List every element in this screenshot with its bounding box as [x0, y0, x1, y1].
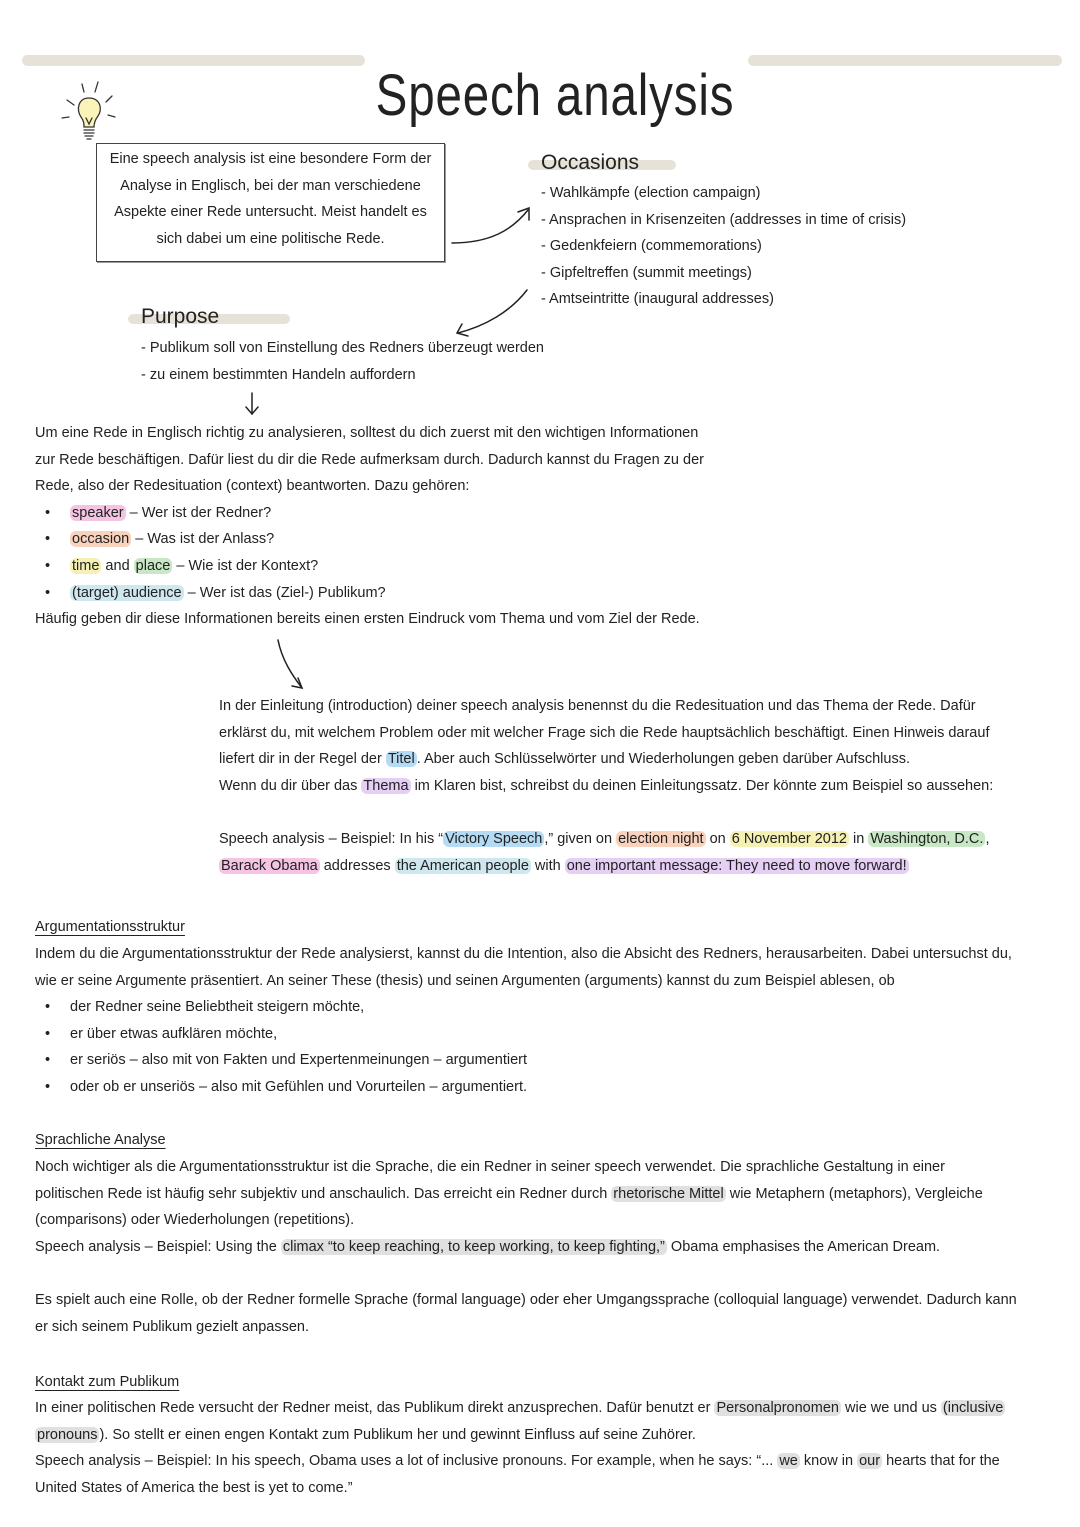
arrow-box-to-occasions — [452, 210, 528, 243]
highlighted-term: Washington, D.C. — [870, 830, 984, 847]
audience-heading: Kontakt zum Publikum — [35, 1374, 180, 1390]
text-segment: er sich seinem Publikum gezielt anpassen. — [35, 1318, 310, 1335]
text-line — [35, 1181, 1017, 1208]
text-segment: addresses — [319, 857, 395, 874]
highlighted-term: Titel — [387, 751, 415, 768]
highlighted-term: climax “to keep reaching, to keep working, to keep fighting,” — [282, 1238, 665, 1255]
argumentation-paragraph — [35, 941, 1012, 1101]
highlighted-term: Personalpronomen — [716, 1400, 839, 1416]
text-segment: Um eine Rede in Englisch richtig zu analysieren, solltest du dich zuerst mit den wichtigen Informationen — [35, 425, 699, 441]
text-segment: sich dabei um eine politische Rede. — [156, 230, 385, 247]
text-segment: (comparisons) oder Wiederholungen (repetitions). — [35, 1212, 355, 1229]
text-segment: – Wer ist das (Ziel-) Publikum? — [183, 584, 386, 601]
text-segment: liefert dir in der Regel der — [219, 751, 386, 768]
text-segment: Häufig geben dir diese Informationen bereits einen ersten Eindruck vom Thema und vom Ziel der Rede. — [35, 611, 700, 628]
bullet-item — [35, 553, 704, 580]
text-line — [35, 941, 1012, 968]
context-paragraph — [35, 420, 704, 633]
bullet-item — [35, 994, 1012, 1021]
page-title: Speech analysis — [375, 62, 735, 128]
text-segment: der Redner seine Beliebtheit steigern möchte, — [70, 999, 365, 1016]
text-segment: United States of America the best is yet to come.” — [35, 1479, 353, 1496]
text-segment: oder ob er unseriös – also mit Gefühlen und Vorurteilen – argumentiert. — [70, 1078, 528, 1095]
highlighted-term: election night — [618, 830, 704, 847]
text-line — [35, 1475, 1005, 1502]
text-line — [219, 799, 993, 826]
text-segment: Wenn du dir über das — [219, 777, 362, 794]
text-line — [35, 968, 1012, 995]
highlighted-term: Victory Speech — [445, 830, 543, 847]
text-line — [35, 473, 704, 500]
bullet-item — [35, 1074, 1012, 1101]
text-segment: Rede, also der Redesituation (context) beantworten. Dazu gehören: — [35, 478, 470, 495]
text-line — [219, 826, 993, 853]
text-line — [35, 606, 704, 633]
text-line — [219, 746, 993, 773]
text-line — [35, 420, 704, 447]
text-segment: In einer politischen Rede versucht der Redner meist, das Publikum direkt anzusprechen. Dafür benutzt er — [35, 1400, 715, 1416]
text-segment: – Wie ist der Kontext? — [172, 557, 319, 574]
text-line — [35, 1260, 1017, 1287]
text-segment: er seriös – also mit von Fakten und Expertenmeinungen – argumentiert — [70, 1052, 527, 1069]
text-segment: - Ansprachen in Krisenzeiten (addresses in time of crisis) — [541, 211, 907, 228]
argumentation-heading: Argumentationsstruktur — [35, 919, 185, 935]
text-segment: Speech analysis – Beispiel: In his “ — [219, 830, 444, 847]
text-line — [35, 1154, 1017, 1181]
text-segment: Aspekte einer Rede untersucht. Meist handelt es — [114, 204, 427, 221]
introduction-paragraph — [219, 693, 993, 879]
highlighted-term: Thema — [363, 777, 409, 794]
text-segment: ,” given on — [544, 830, 617, 847]
bullet-item — [35, 526, 704, 553]
text-segment: Es spielt auch eine Rolle, ob der Redner formelle Sprache (formal language) oder eher Umgangssprache (colloquial language) verwendet. Dadurch kann — [35, 1291, 1017, 1308]
highlighted-term: Barack Obama — [221, 857, 318, 874]
text-segment: wie we und us — [840, 1400, 941, 1416]
text-segment: er über etwas aufklären möchte, — [70, 1025, 278, 1042]
text-segment: - Amtseintritte (inaugural addresses) — [541, 291, 774, 308]
text-segment: – Wer ist der Redner? — [125, 504, 272, 521]
text-segment: Obama emphasises the American Dream. — [666, 1238, 941, 1255]
text-line — [219, 853, 993, 880]
text-line — [35, 1207, 1017, 1234]
text-segment: wie Metaphern (metaphors), Vergleiche — [725, 1185, 983, 1202]
highlighted-term: we — [779, 1453, 798, 1470]
language-paragraph — [35, 1154, 1017, 1340]
occasions-heading: Occasions — [541, 150, 639, 176]
text-line — [35, 1287, 1017, 1314]
text-line — [35, 1448, 1005, 1475]
text-segment: erklärst du, mit welchem Problem oder mit welcher Frage sich die Rede hauptsächlich beschäftigt. Einen Hinweis darauf — [219, 724, 990, 741]
text-segment: Noch wichtiger als die Argumentationsstruktur ist die Sprache, die ein Redner in seiner speech verwendet. Die sprachliche Gestaltung in einer — [35, 1159, 945, 1175]
audience-paragraph — [35, 1395, 1005, 1501]
highlighted-term: the American people — [396, 857, 529, 874]
text-segment: - Gipfeltreffen (summit meetings) — [541, 264, 752, 281]
text-segment: Eine speech analysis ist eine besondere Form der — [109, 151, 432, 167]
text-segment: - Publikum soll von Einstellung des Redners überzeugt werden — [141, 340, 544, 356]
text-line — [35, 1395, 1005, 1422]
bullet-item — [35, 580, 704, 607]
highlighted-term: speaker — [72, 504, 124, 521]
text-segment: politischen Rede ist häufig sehr subjektiv und anschaulich. Das erreicht ein Redner durch — [35, 1185, 612, 1202]
text-segment: on — [705, 830, 730, 847]
highlighted-term: (target) audience — [72, 584, 182, 601]
highlighted-term: 6 November 2012 — [731, 830, 847, 847]
text-line — [35, 1234, 1017, 1261]
highlighted-term: our — [859, 1453, 881, 1470]
text-line — [219, 693, 993, 720]
highlighted-term: one important message: They need to move forward! — [566, 857, 907, 874]
text-segment: Indem du die Argumentationsstruktur der Rede analysierst, kannst du die Intention, also die Absicht des Redners, herausarbeiten. Dabei untersuchst du, — [35, 946, 1012, 962]
text-line — [35, 447, 704, 474]
text-segment: – Was ist der Anlass? — [131, 531, 275, 548]
text-segment: - Wahlkämpfe (election campaign) — [541, 185, 761, 201]
text-segment: Analyse in Englisch, bei der man verschiedene — [120, 177, 421, 194]
text-segment: . Aber auch Schlüsselwörter und Wiederholungen geben darüber Aufschluss. — [416, 751, 910, 768]
highlighted-term: place — [135, 557, 171, 574]
bullet-item — [35, 500, 704, 527]
text-segment: with — [530, 857, 565, 874]
bullet-item — [35, 1021, 1012, 1048]
highlighted-term: (inclusive — [942, 1400, 1004, 1416]
text-segment: - Gedenkfeiern (commemorations) — [541, 238, 762, 255]
highlighted-term: rhetorische Mittel — [613, 1185, 724, 1202]
text-segment: im Klaren bist, schreibst du deinen Einleitungssatz. Der könnte zum Beispiel so aussehen: — [410, 777, 994, 794]
text-segment: - zu einem bestimmten Handeln auffordern — [141, 366, 416, 383]
arrow-occasions-to-purpose — [458, 290, 527, 333]
highlighted-term: occasion — [72, 531, 130, 548]
language-heading: Sprachliche Analyse — [35, 1132, 166, 1148]
text-segment: wie er seine Argumente präsentiert. An seiner These (thesis) und seinen Argumenten (arguments) kannst du zum Beispiel ablesen, ob — [35, 972, 895, 989]
text-line — [35, 1422, 1005, 1449]
text-segment: and — [101, 557, 134, 574]
text-segment: zur Rede beschäftigen. Dafür liest du dir die Rede aufmerksam durch. Dadurch kannst du Fragen zu der — [35, 451, 704, 468]
purpose-heading: Purpose — [141, 304, 219, 330]
text-segment: In der Einleitung (introduction) deiner speech analysis benennst du die Redesituation und das Thema der Rede. Dafür — [219, 698, 976, 714]
highlighted-term: pronouns — [37, 1426, 98, 1443]
text-segment: , — [985, 830, 990, 847]
text-line — [35, 1314, 1017, 1341]
highlighted-term: time — [72, 557, 100, 574]
text-segment: Speech analysis – Beispiel: Using the — [35, 1238, 281, 1255]
text-segment: Speech analysis – Beispiel: In his speech, Obama uses a lot of inclusive pronouns. For example, when he says: “... — [35, 1453, 778, 1470]
text-line — [219, 773, 993, 800]
text-segment: in — [849, 830, 869, 847]
text-segment: know in — [799, 1453, 858, 1470]
text-line — [219, 720, 993, 747]
text-segment: ). So stellt er einen engen Kontakt zum Publikum her und gewinnt Einfluss auf seine Zuhörer. — [99, 1426, 696, 1443]
text-segment: hearts that for the — [882, 1453, 1000, 1470]
bullet-item — [35, 1047, 1012, 1074]
